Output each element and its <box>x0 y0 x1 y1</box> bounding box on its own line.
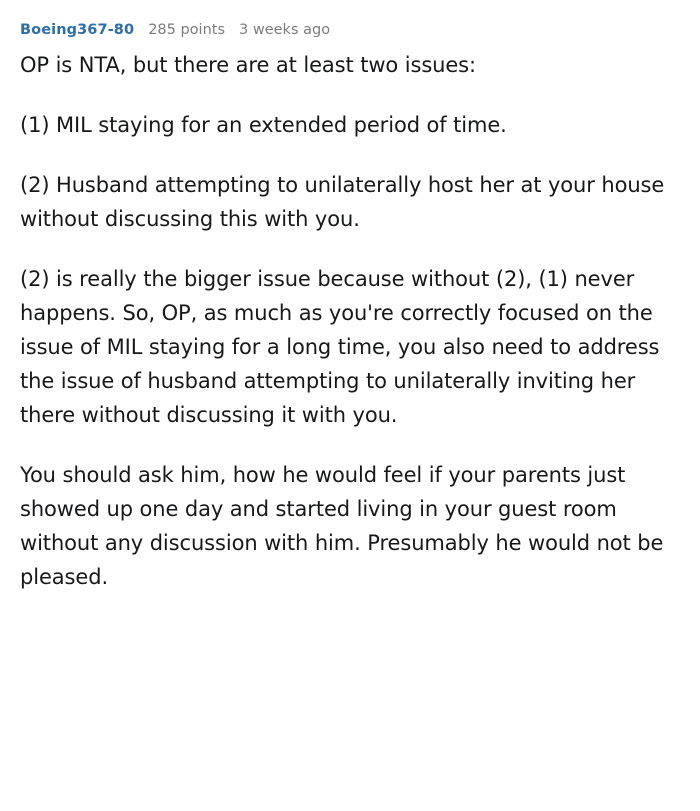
comment-paragraph: (1) MIL staying for an extended period of time. <box>20 113 507 138</box>
comment-header <box>20 22 680 38</box>
comment-paragraph: OP is NTA, but there are at least two issues: <box>20 53 477 77</box>
comment-body <box>20 48 680 594</box>
comment-paragraph: (2) Husband attempting to unilaterally host her at your house without discussing this with you. <box>20 173 665 232</box>
comment-points: 285 points <box>148 22 226 38</box>
comment-paragraph: (2) is really the bigger issue because without (2), (1) never happens. So, OP, as much as you're correctly focused on the issue of MIL staying for a long time, you also need to address the issue of husband attempting to unilaterally inviting her there without discussing it with you. <box>20 267 660 428</box>
comment-paragraph: You should ask him, how he would feel if your parents just showed up one day and started living in your guest room without any discussion with him. Presumably he would not be pleased. <box>20 463 664 590</box>
comment-timestamp: 3 weeks ago <box>239 22 331 38</box>
comment-author[interactable]: Boeing367-80 <box>20 22 135 38</box>
